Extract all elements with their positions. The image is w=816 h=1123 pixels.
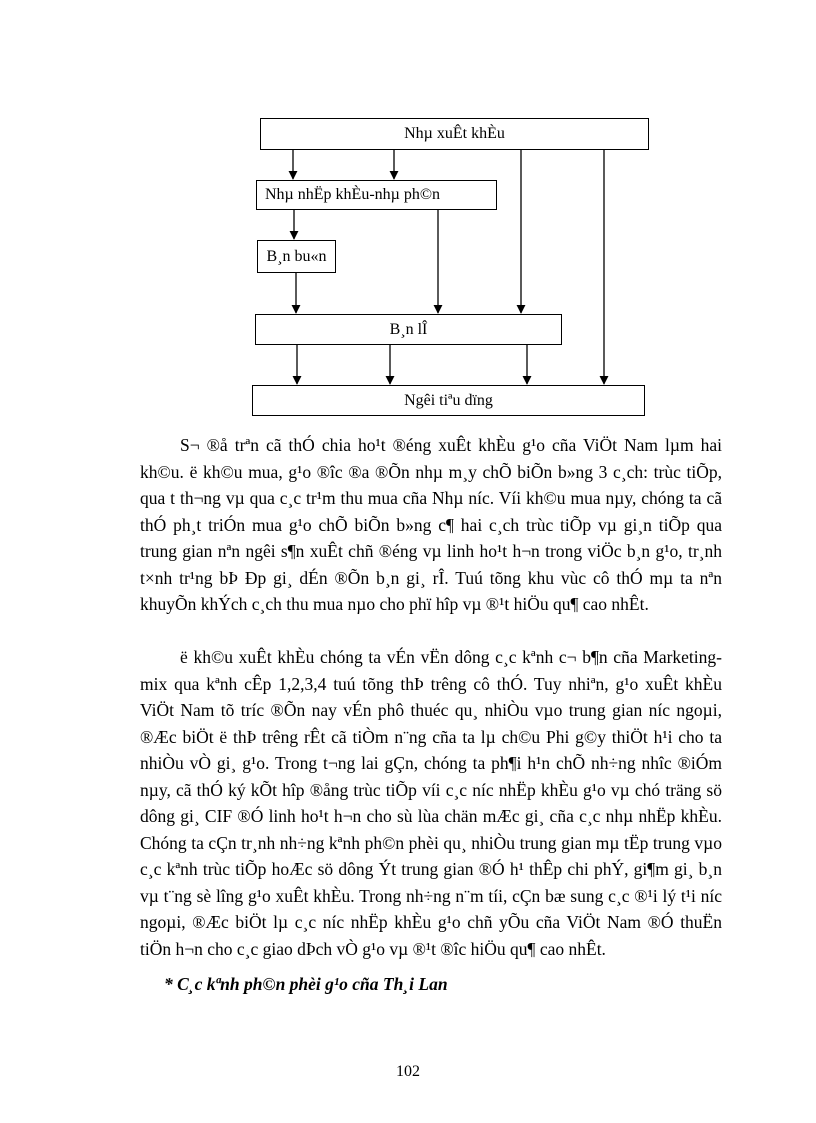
retail-box: B¸n lÎ bbox=[255, 314, 562, 345]
body-paragraph: S¬ ®å trªn cã thÓ chia ho¹t ®éng xuÊt khÈu g¹o cña ViÖt Nam lµm hai kh©u. ë kh©u mua, g¹o ®îc ®a ®Õn nhµ m¸y chÕ biÕn b»ng 3 c¸ch: trùc tiÕp, qua t th¬ng vµ qua c¸c tr¹m thu mua cña Nhµ níc. Víi kh©u mua nµy, chóng ta cã thÓ ph¸t triÓn mua g¹o chÕ biÕn b»ng c¶ hai c¸ch trùc tiÕp vµ gi¸n tiÕp qua trung gian nªn ngêi s¶n xuÊt chñ ®éng vµ linh ho¹t h¬n trong viÖc b¸n g¹o, tr¸nh t×nh tr¹ng bÞ Ðp gi¸ dÉn ®Õn b¸n gi¸ rÎ. Tuú tõng khu vùc cô thÓ mµ ta nªn khuyÕn khÝch c¸ch thu mua nµo cho phï hîp vµ ®¹t hiÖu qu¶ cao nhÊt. bbox=[140, 435, 722, 614]
consumers-box: Ngêi tiªu dïng bbox=[252, 385, 645, 416]
wholesale-box: B¸n bu«n bbox=[257, 240, 336, 273]
section-heading: * C¸c kªnh ph©n phèi g¹o cña Th¸i Lan bbox=[164, 974, 448, 994]
page-number: 102 bbox=[396, 1063, 420, 1080]
diagram-arrows bbox=[0, 0, 816, 430]
body-paragraph: ë kh©u xuÊt khÈu chóng ta vÉn vËn dông c¸c kªnh c¬ b¶n cña Marketing-mix qua kªnh cÊp 1,2,3,4 tuú tõng thÞ trêng cô thÓ. Tuy nhiªn, g¹o xuÊt khÈu ViÖt Nam tõ tríc ®Õn nay vÉn phô thuéc qu¸ nhiÒu vµo trung gian níc ngoµi, ®Æc biÖt ë thÞ trêng rÊt cã tiÒm n¨ng cña ta lµ ch©u Phi g©y thiÖt h¹i cho ta nhiÒu vÒ gi¸ g¹o. Trong t¬ng lai gÇn, chóng ta ph¶i h¹n chÕ nh÷ng nhîc ®iÓm nµy, cã thÓ ký kÕt hîp ®ång trùc tiÕp víi c¸c níc nhËp khÈu g¹o vµ chó träng sö dông gi¸ CIF ®Ó linh ho¹t h¬n cho sù lùa chän mÆc gi¸ cña c¸c nhµ nhËp khÈu. Chóng ta cÇn tr¸nh nh÷ng kªnh ph©n phèi qu¸ nhiÒu trung gian mµ tËp trung vµo c¸c kªnh trùc tiÕp hoÆc sö dông Ýt trung gian ®Ó h¹ thÊp chi phÝ, gi¶m gi¸ b¸n vµ t¨ng sè lîng g¹o xuÊt khÈu. Trong nh÷ng n¨m tíi, cÇn bæ sung c¸c ®¹i lý t¹i níc ngoµi, ®Æc biÖt lµ c¸c níc nhËp khÈu g¹o chñ yÕu cña ViÖt Nam ®Ó thuËn tiÖn h¬n cho c¸c giao dÞch vÒ g¹o vµ ®¹t ®îc hiÖu qu¶ cao nhÊt. bbox=[140, 647, 722, 959]
importers-distributors-box: Nhµ nhËp khÈu-nhµ ph©n bbox=[256, 180, 497, 210]
distribution-diagram bbox=[0, 0, 816, 430]
exporters-box: Nhµ xuÊt khÈu bbox=[260, 118, 649, 150]
